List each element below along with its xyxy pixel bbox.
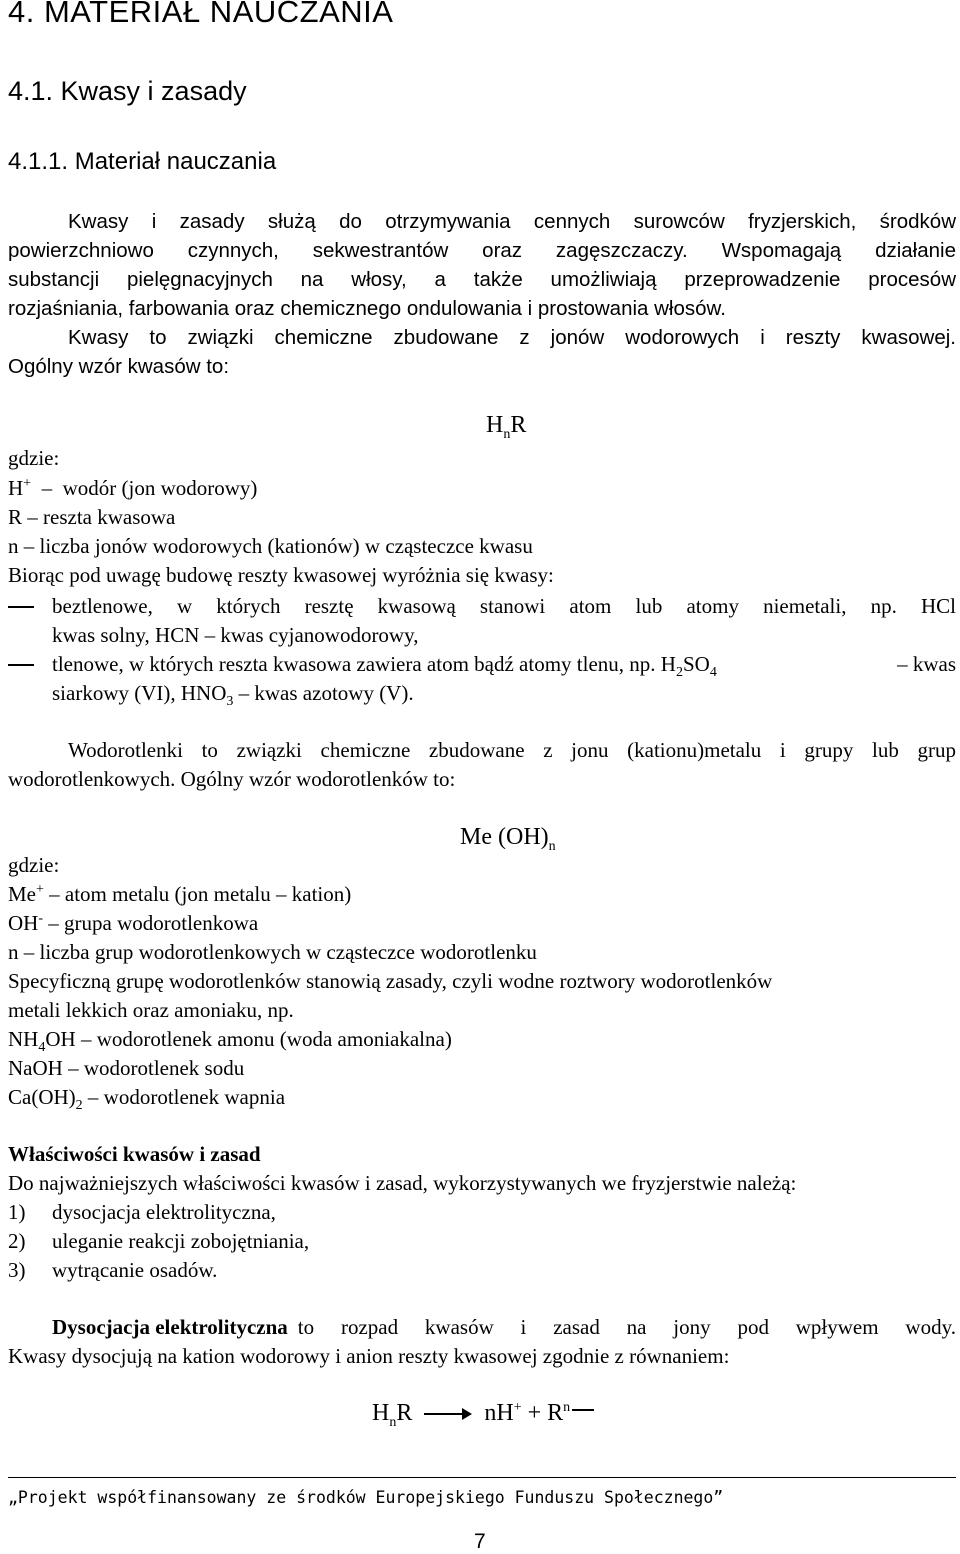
reaction-arrow-icon: [424, 1408, 472, 1420]
hydroxide-line-1: Wodorotlenki to związki chemiczne zbudowane z jonu (kationu)metalu i grupy lub grup: [68, 738, 956, 762]
example-calcium: $Ca(OH)_2$ – wodorotlenek wapnia: [8, 1085, 286, 1114]
property-item-2: 2) uleganie reakcji zobojętniania,: [8, 1229, 310, 1253]
property-item-1: 1) dysocjacja elektrolityczna,: [8, 1200, 276, 1224]
intro-line-6: Ogólny wzór kwasów to:: [8, 355, 230, 378]
hydroxide-spec-line-1: Specyficzną grupę wodorotlenków stanowią zasady, czyli wodne roztwory wodorotlenków: [8, 969, 773, 993]
property-item-3: 3) wytrącanie osadów.: [8, 1258, 218, 1282]
hydroxide-spec-line-2: metali lekkich oraz amoniaku, np.: [8, 998, 294, 1022]
acid-gdzie-label: gdzie:: [8, 446, 60, 470]
hydroxide-def-oh: OH- – grupa wodorotlenkowa: [8, 911, 259, 935]
intro-line-5: Kwasy to związki chemiczne zbudowane z jonów wodorowych i reszty kwasowej.: [68, 326, 956, 349]
chapter-title: 4. MATERIAŁ NAUCZANIA: [8, 0, 394, 29]
example-ammonium: $NH_4OH$ – wodorotlenek amonu (woda amoniakalna): [8, 1027, 452, 1056]
intro-line-3: substancji pielęgnacyjnych na włosy, a także umożliwiają przeprowadzenie procesów: [8, 268, 956, 291]
intro-line-1: Kwasy i zasady służą do otrzymywania cennych surowców fryzjerskich, środków: [68, 210, 956, 233]
minus-sign: [572, 1409, 594, 1411]
dissociation-equation: $H_nR$ $nH^+ + R^n$: [372, 1400, 594, 1427]
acid-def-h: H+ – wodór (jon wodorowy): [8, 476, 258, 500]
bullet-dash: [8, 664, 34, 666]
acid-types-intro: Biorąc pod uwagę budowę reszty kwasowej wyróżnia się kwasy:: [8, 563, 554, 587]
acid-type-1-line-2: kwas solny, HCN – kwas cyjanowodorowy,: [52, 623, 419, 647]
section-title: 4.1. Kwasy i zasady: [8, 76, 247, 106]
acid-type-2-line-2: siarkowy (VI), $HNO_3$ – kwas azotowy (V).: [52, 681, 414, 710]
dissociation-line-1: Dysocjacja elektrolityczna to rozpad kwasów i zasad na jony pod wpływem wody.: [52, 1315, 956, 1339]
subsection-title: 4.1.1. Materiał nauczania: [8, 148, 277, 175]
dissociation-line-2: Kwasy dysocjują na kation wodorowy i anion reszty kwasowej zgodnie z równaniem:: [8, 1344, 730, 1368]
hydroxide-def-me: Me+ – atom metalu (jon metalu – kation): [8, 882, 352, 906]
page-number: 7: [474, 1530, 486, 1553]
intro-line-4: rozjaśniania, farbowania oraz chemicznego ondulowania i prostowania włosów.: [8, 297, 726, 320]
hydroxide-gdzie-label: gdzie:: [8, 853, 60, 877]
acid-def-r: R – reszta kwasowa: [8, 505, 176, 529]
acid-def-n: n – liczba jonów wodorowych (kationów) w cząsteczce kwasu: [8, 534, 533, 558]
hydroxide-formula: Me $(OH)_n$: [460, 824, 556, 854]
acid-formula: $H_nR$: [486, 412, 527, 442]
footer-divider: [8, 1477, 956, 1478]
hydroxide-line-2: wodorotlenkowych. Ogólny wzór wodorotlenków to:: [8, 767, 456, 791]
properties-title: Właściwości kwasów i zasad: [8, 1142, 261, 1166]
properties-intro: Do najważniejszych właściwości kwasów i zasad, wykorzystywanych we fryzjerstwie należą:: [8, 1171, 797, 1195]
hydroxide-def-n: n – liczba grup wodorotlenkowych w cząsteczce wodorotlenku: [8, 940, 537, 964]
intro-line-2: powierzchniowo czynnych, sekwestrantów oraz zagęszczaczy. Wspomagają działanie: [8, 239, 956, 262]
acid-type-2-line-1: tlenowe, w których reszta kwasowa zawiera atom bądź atomy tlenu, np. $H_2SO_4$ – kwas: [52, 652, 956, 681]
example-sodium: NaOH – wodorotlenek sodu: [8, 1056, 245, 1080]
bullet-dash: [8, 606, 34, 608]
acid-type-1-line-1: beztlenowe, w których resztę kwasową stanowi atom lub atomy niemetali, np. HCl: [52, 594, 956, 618]
footer-text: „Projekt współfinansowany ze środków Europejskiego Funduszu Społecznego”: [8, 1488, 724, 1507]
